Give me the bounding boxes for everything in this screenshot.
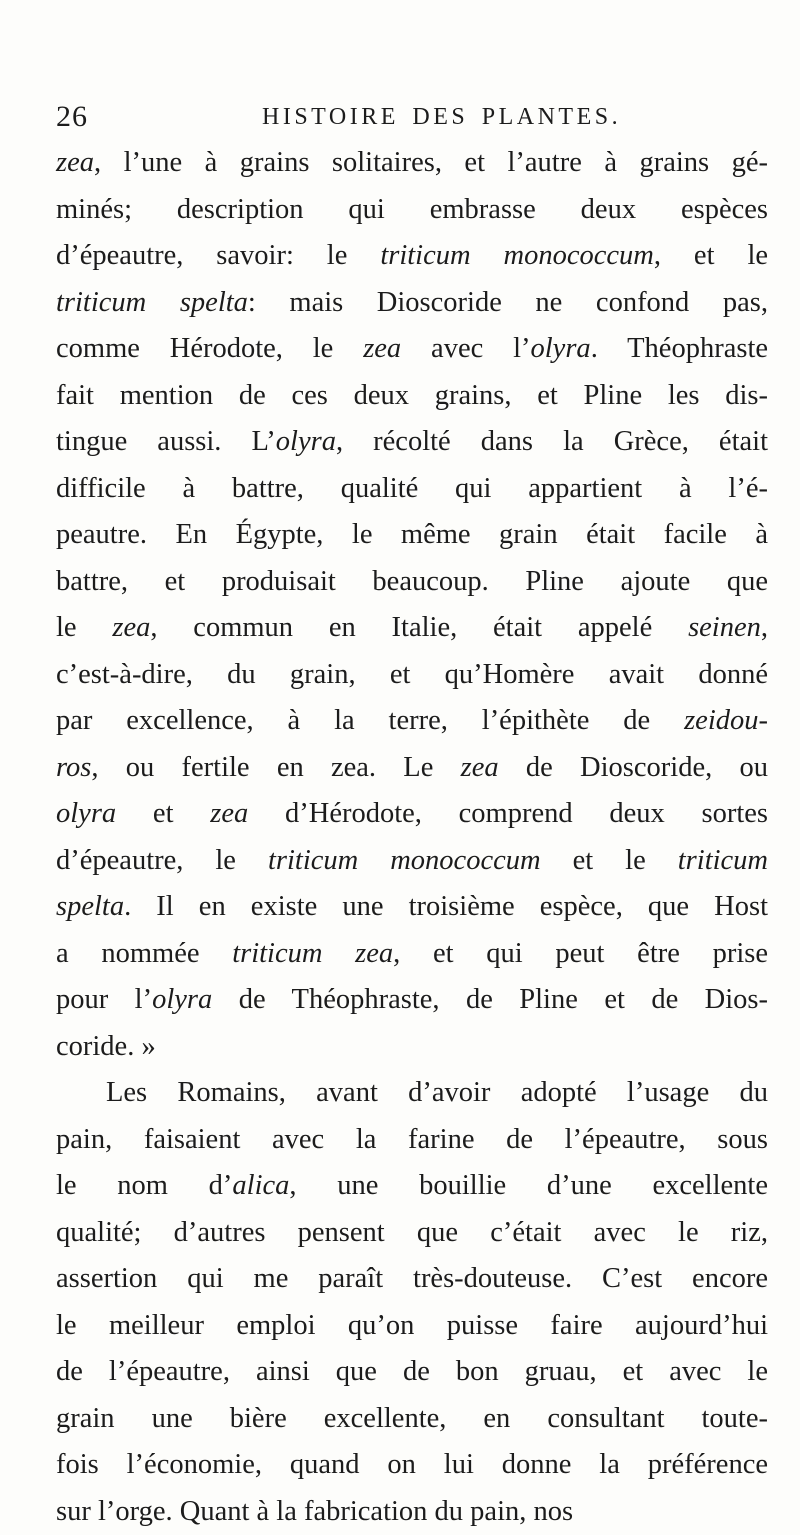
text-line bbox=[56, 1489, 768, 1535]
text-run: . Théophraste bbox=[591, 333, 768, 364]
italic-text: alica bbox=[232, 1170, 289, 1201]
text-run: , l’une à grains solitaires, et l’autre à grains gé- bbox=[94, 147, 768, 178]
text-line bbox=[56, 1024, 768, 1071]
text-line bbox=[56, 1349, 768, 1396]
text-line bbox=[56, 1256, 768, 1303]
text-line bbox=[56, 1163, 768, 1210]
text-line bbox=[56, 326, 768, 373]
text-line bbox=[56, 1117, 768, 1164]
text-run: par excellence, à la terre, l’épithète de bbox=[56, 705, 684, 736]
text-run: et le bbox=[541, 845, 678, 876]
text-line bbox=[56, 280, 768, 327]
text-line bbox=[56, 466, 768, 513]
text-run: de l’épeautre, ainsi que de bon gruau, et avec le bbox=[56, 1356, 768, 1387]
text-line bbox=[56, 931, 768, 978]
text-line bbox=[56, 1210, 768, 1257]
page-number: 26 bbox=[56, 100, 88, 134]
text-run: grain une bière excellente, en consultant toute- bbox=[56, 1403, 768, 1434]
text-line bbox=[56, 1442, 768, 1489]
italic-text: olyra bbox=[531, 333, 591, 364]
page-header-title: HISTOIRE DES PLANTES. bbox=[262, 104, 621, 131]
text-run: c’est-à-dire, du grain, et qu’Homère avait donné bbox=[56, 659, 768, 690]
text-line bbox=[56, 559, 768, 606]
text-run: et bbox=[116, 798, 210, 829]
italic-text: triticum zea bbox=[232, 938, 393, 969]
text-run: qualité; d’autres pensent que c’était avec le riz, bbox=[56, 1217, 768, 1248]
text-run: Les Romains, avant d’avoir adopté l’usage du bbox=[106, 1077, 768, 1108]
text-run: d’épeautre, savoir: le bbox=[56, 240, 380, 271]
text-run: coride. » bbox=[56, 1031, 156, 1062]
italic-text: zea bbox=[56, 147, 94, 178]
text-line bbox=[56, 187, 768, 234]
text-run: le meilleur emploi qu’on puisse faire aujourd’hui bbox=[56, 1310, 768, 1341]
text-run: minés; description qui embrasse deux espèces bbox=[56, 194, 768, 225]
text-line bbox=[56, 652, 768, 699]
text-run: , ou fertile en zea. Le bbox=[91, 752, 460, 783]
text-run: d’Hérodote, comprend deux sortes bbox=[248, 798, 768, 829]
text-run: le nom d’ bbox=[56, 1170, 232, 1201]
italic-text: triticum monococcum bbox=[380, 240, 654, 271]
text-run: battre, et produisait beaucoup. Pline ajoute que bbox=[56, 566, 768, 597]
text-line bbox=[56, 1303, 768, 1350]
text-run: fois l’économie, quand on lui donne la préférence bbox=[56, 1449, 768, 1480]
text-line bbox=[56, 419, 768, 466]
italic-text: olyra bbox=[152, 984, 212, 1015]
text-run: , commun en Italie, était appelé bbox=[150, 612, 688, 643]
text-run: pour l’ bbox=[56, 984, 152, 1015]
text-run: peautre. En Égypte, le même grain était facile à bbox=[56, 519, 768, 550]
text-run: avec l’ bbox=[401, 333, 530, 364]
text-run: : mais Dioscoride ne confond pas, bbox=[248, 287, 768, 318]
text-run: d’épeautre, le bbox=[56, 845, 268, 876]
text-run: , une bouillie d’une excellente bbox=[289, 1170, 768, 1201]
italic-text: triticum monococcum bbox=[268, 845, 541, 876]
text-run: sur l’orge. Quant à la fabrication du pain, nos bbox=[56, 1496, 573, 1527]
text-run: le bbox=[56, 612, 112, 643]
text-run: difficile à battre, qualité qui appartient à l’é- bbox=[56, 473, 768, 504]
italic-text: olyra bbox=[56, 798, 116, 829]
text-run: a nommée bbox=[56, 938, 232, 969]
italic-text: triticum bbox=[678, 845, 768, 876]
italic-text: spelta bbox=[56, 891, 124, 922]
text-line bbox=[56, 373, 768, 420]
text-run: fait mention de ces deux grains, et Pline les dis- bbox=[56, 380, 768, 411]
italic-text: olyra bbox=[276, 426, 336, 457]
text-run: pain, faisaient avec la farine de l’épeautre, sous bbox=[56, 1124, 768, 1155]
text-line bbox=[56, 977, 768, 1024]
text-line bbox=[56, 745, 768, 792]
text-run: , et le bbox=[654, 240, 768, 271]
text-line bbox=[56, 884, 768, 931]
text-line bbox=[56, 838, 768, 885]
text-run: de Dioscoride, ou bbox=[499, 752, 768, 783]
italic-text: zeidou- bbox=[684, 705, 768, 736]
text-line bbox=[56, 605, 768, 652]
italic-text: ros bbox=[56, 752, 91, 783]
text-run: , récolté dans la Grèce, était bbox=[336, 426, 768, 457]
text-run: . Il en existe une troisième espèce, que Host bbox=[124, 891, 768, 922]
text-run: de Théophraste, de Pline et de Dios- bbox=[212, 984, 768, 1015]
text-run: , bbox=[761, 612, 768, 643]
text-run: tingue aussi. L’ bbox=[56, 426, 276, 457]
italic-text: triticum spelta bbox=[56, 287, 248, 318]
running-head bbox=[56, 100, 768, 140]
text-line bbox=[56, 791, 768, 838]
text-run: assertion qui me paraît très-douteuse. C’est encore bbox=[56, 1263, 768, 1294]
italic-text: seinen bbox=[688, 612, 761, 643]
text-line bbox=[56, 140, 768, 187]
text-line bbox=[56, 1396, 768, 1443]
italic-text: zea bbox=[210, 798, 248, 829]
body-text bbox=[56, 140, 768, 1535]
italic-text: zea bbox=[363, 333, 401, 364]
text-line bbox=[56, 233, 768, 280]
text-line bbox=[56, 698, 768, 745]
text-run: comme Hérodote, le bbox=[56, 333, 363, 364]
italic-text: zea bbox=[112, 612, 150, 643]
italic-text: zea bbox=[461, 752, 499, 783]
text-run: , et qui peut être prise bbox=[393, 938, 768, 969]
text-line bbox=[56, 1070, 768, 1117]
text-line bbox=[56, 512, 768, 559]
